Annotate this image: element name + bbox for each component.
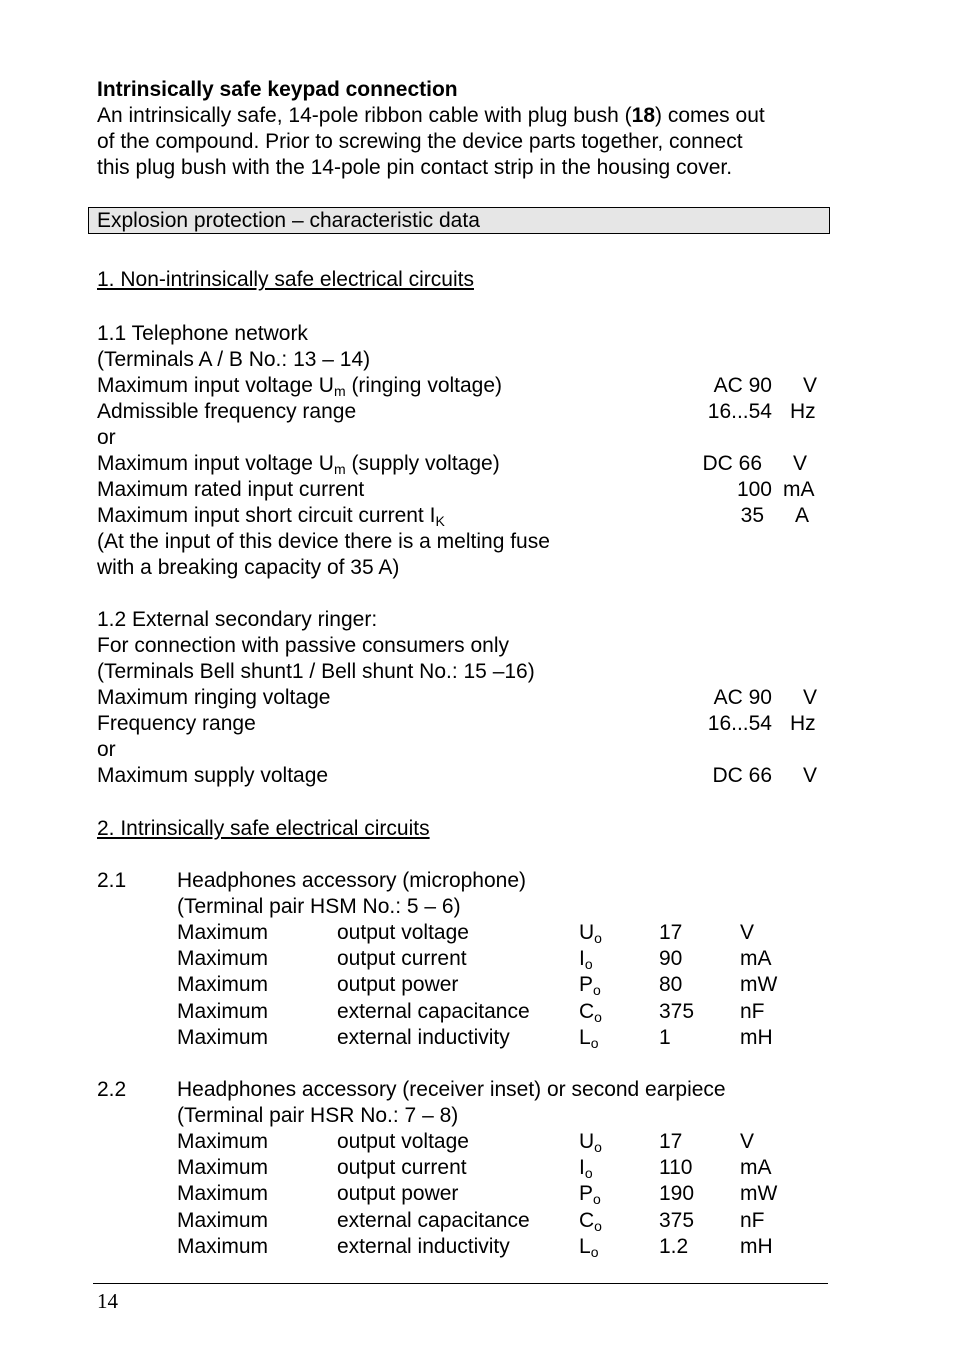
short-circuit-unit: A [795, 504, 810, 527]
max-supply-voltage-value: DC 66 [712, 764, 772, 787]
section-2-2-terminals: (Terminal pair HSR No.: 7 – 8) [177, 1104, 459, 1127]
ringing-voltage-value: AC 90 [713, 686, 772, 709]
page-number: 14 [97, 1289, 118, 1313]
sec-2-1-row-value: 90 [659, 947, 683, 971]
footer-divider [93, 1283, 828, 1284]
section-1-2-title: 1.2 External secondary ringer: [97, 608, 378, 631]
sec-2-2-row-unit: mA [740, 1156, 772, 1180]
section-title: Explosion protection – characteristic data [97, 209, 480, 232]
supply-voltage-value: DC 66 [702, 452, 762, 475]
sec-2-1-row-unit: mH [740, 1025, 773, 1049]
max-input-voltage-label: Maximum input voltage $U_m$ (ringing voltage) [97, 374, 503, 399]
sec-2-1-row-symbol: $C_o$ [579, 999, 602, 1025]
sec-2-2-row-parameter: output power [337, 1182, 459, 1206]
fuse-note-1: (At the input of this device there is a melting fuse [97, 530, 550, 553]
fuse-note-2: with a breaking capacity of 35 A) [97, 556, 400, 579]
sec-2-2-row-symbol: $L_o$ [579, 1234, 599, 1260]
section-2-1-title: Headphones accessory (microphone) [177, 869, 527, 892]
keypad-heading: Intrinsically safe keypad connection [97, 78, 458, 101]
sec-2-1-row-unit: nF [740, 999, 765, 1023]
section-1-heading: 1. Non-intrinsically safe electrical circuits [97, 268, 474, 291]
sec-2-1-row-parameter: output power [337, 973, 459, 997]
sec-2-2-row-qualifier: Maximum [177, 1208, 269, 1232]
sec-2-1-row-parameter: external inductivity [337, 1025, 510, 1049]
sec-2-2-row-value: 1.2 [659, 1234, 689, 1258]
sec-2-1-row-symbol: $U_o$ [579, 921, 602, 946]
ringing-voltage-unit: V [803, 686, 818, 709]
sec-2-2-row-parameter: output voltage [337, 1130, 469, 1153]
sec-2-2-row-unit: nF [740, 1208, 765, 1232]
section-2-1-number: 2.1 [97, 869, 127, 892]
sec-2-2-row-value: 375 [659, 1208, 695, 1232]
or-text: or [97, 426, 116, 449]
sec-2-1-row-symbol: $L_o$ [579, 1025, 599, 1051]
sec-2-1-row-unit: V [740, 921, 755, 944]
max-input-voltage-value: AC 90 [713, 374, 772, 397]
rated-current-unit: mA [783, 478, 815, 501]
sec-2-1-row-value: 17 [659, 921, 683, 944]
sec-2-1-row-value: 375 [659, 999, 695, 1023]
section-1-1-title: 1.1 Telephone network [97, 322, 308, 345]
sec-2-2-row-symbol: $I_o$ [579, 1156, 593, 1182]
max-supply-voltage-label: Maximum supply voltage [97, 764, 329, 787]
or-text-2: or [97, 738, 116, 761]
sec-2-1-row-symbol: $P_o$ [579, 973, 601, 999]
section-1-2-line-2: (Terminals Bell shunt1 / Bell shunt No.: 15 –16) [97, 660, 535, 683]
ringing-voltage-label: Maximum ringing voltage [97, 686, 331, 709]
sec-2-1-row-parameter: output current [337, 947, 467, 971]
frequency-range-label: Frequency range [97, 712, 256, 735]
sec-2-1-row-value: 1 [659, 1025, 671, 1049]
freq-range-label: Admissible frequency range [97, 400, 357, 423]
sec-2-1-row-parameter: external capacitance [337, 999, 530, 1023]
sec-2-2-row-unit: mH [740, 1234, 773, 1258]
plug-bush-ref: 18 [631, 104, 655, 127]
freq-range-unit: Hz [790, 400, 816, 423]
freq-range-value: 16...54 [707, 400, 772, 423]
sec-2-2-row-qualifier: Maximum [177, 1156, 269, 1180]
sec-2-2-row-value: 190 [659, 1182, 695, 1206]
sec-2-2-row-value: 17 [659, 1130, 683, 1153]
max-supply-voltage-unit: V [803, 764, 818, 787]
keypad-line-3: this plug bush with the 14-pole pin contact strip in the housing cover. [97, 156, 733, 179]
section-2-2-number: 2.2 [97, 1078, 127, 1101]
sec-2-1-row-qualifier: Maximum [177, 973, 269, 997]
sec-2-2-row-parameter: external inductivity [337, 1234, 510, 1258]
sec-2-1-row-qualifier: Maximum [177, 921, 269, 944]
supply-voltage-unit: V [793, 452, 808, 475]
section-2-heading: 2. Intrinsically safe electrical circuits [97, 817, 430, 840]
sec-2-2-row-value: 110 [659, 1156, 693, 1180]
sec-2-2-row-unit: V [740, 1130, 755, 1153]
section-2-1-terminals: (Terminal pair HSM No.: 5 – 6) [177, 895, 461, 918]
sec-2-2-row-qualifier: Maximum [177, 1130, 269, 1153]
section-title-box [88, 207, 830, 234]
sec-2-2-row-qualifier: Maximum [177, 1234, 269, 1258]
section-2-2-title: Headphones accessory (receiver inset) or second earpiece [177, 1078, 726, 1101]
sec-2-2-row-parameter: external capacitance [337, 1208, 530, 1232]
sec-2-2-row-parameter: output current [337, 1156, 467, 1180]
short-circuit-value: 35 [740, 504, 764, 527]
supply-voltage-label: Maximum input voltage $U_m$ (supply voltage) [97, 452, 500, 477]
rated-current-value: 100 [736, 478, 772, 501]
sec-2-1-row-value: 80 [659, 973, 683, 997]
keypad-line-1: An intrinsically safe, 14-pole ribbon cable with plug bush (18) comes out [97, 104, 765, 127]
sec-2-2-row-qualifier: Maximum [177, 1182, 269, 1206]
frequency-range-value: 16...54 [707, 712, 772, 735]
rated-current-label: Maximum rated input current [97, 478, 365, 501]
sec-2-1-row-qualifier: Maximum [177, 1025, 269, 1049]
sec-2-1-row-unit: mA [740, 947, 772, 971]
sec-2-1-row-qualifier: Maximum [177, 999, 269, 1023]
short-circuit-label: Maximum input short circuit current $I_K$ [97, 504, 445, 529]
sec-2-1-row-parameter: output voltage [337, 921, 469, 944]
sec-2-2-row-symbol: $P_o$ [579, 1182, 601, 1208]
section-1-1-terminals: (Terminals A / B No.: 13 – 14) [97, 348, 371, 371]
frequency-range-unit: Hz [790, 712, 816, 735]
max-input-voltage-unit: V [803, 374, 818, 397]
sec-2-1-row-unit: mW [740, 973, 778, 997]
keypad-line-2: of the compound. Prior to screwing the device parts together, connect [97, 130, 743, 153]
sec-2-2-row-symbol: $C_o$ [579, 1208, 602, 1234]
sec-2-1-row-qualifier: Maximum [177, 947, 269, 971]
section-1-2-line-1: For connection with passive consumers only [97, 634, 510, 657]
sec-2-2-row-unit: mW [740, 1182, 778, 1206]
sec-2-1-row-symbol: $I_o$ [579, 947, 593, 973]
sec-2-2-row-symbol: $U_o$ [579, 1130, 602, 1155]
